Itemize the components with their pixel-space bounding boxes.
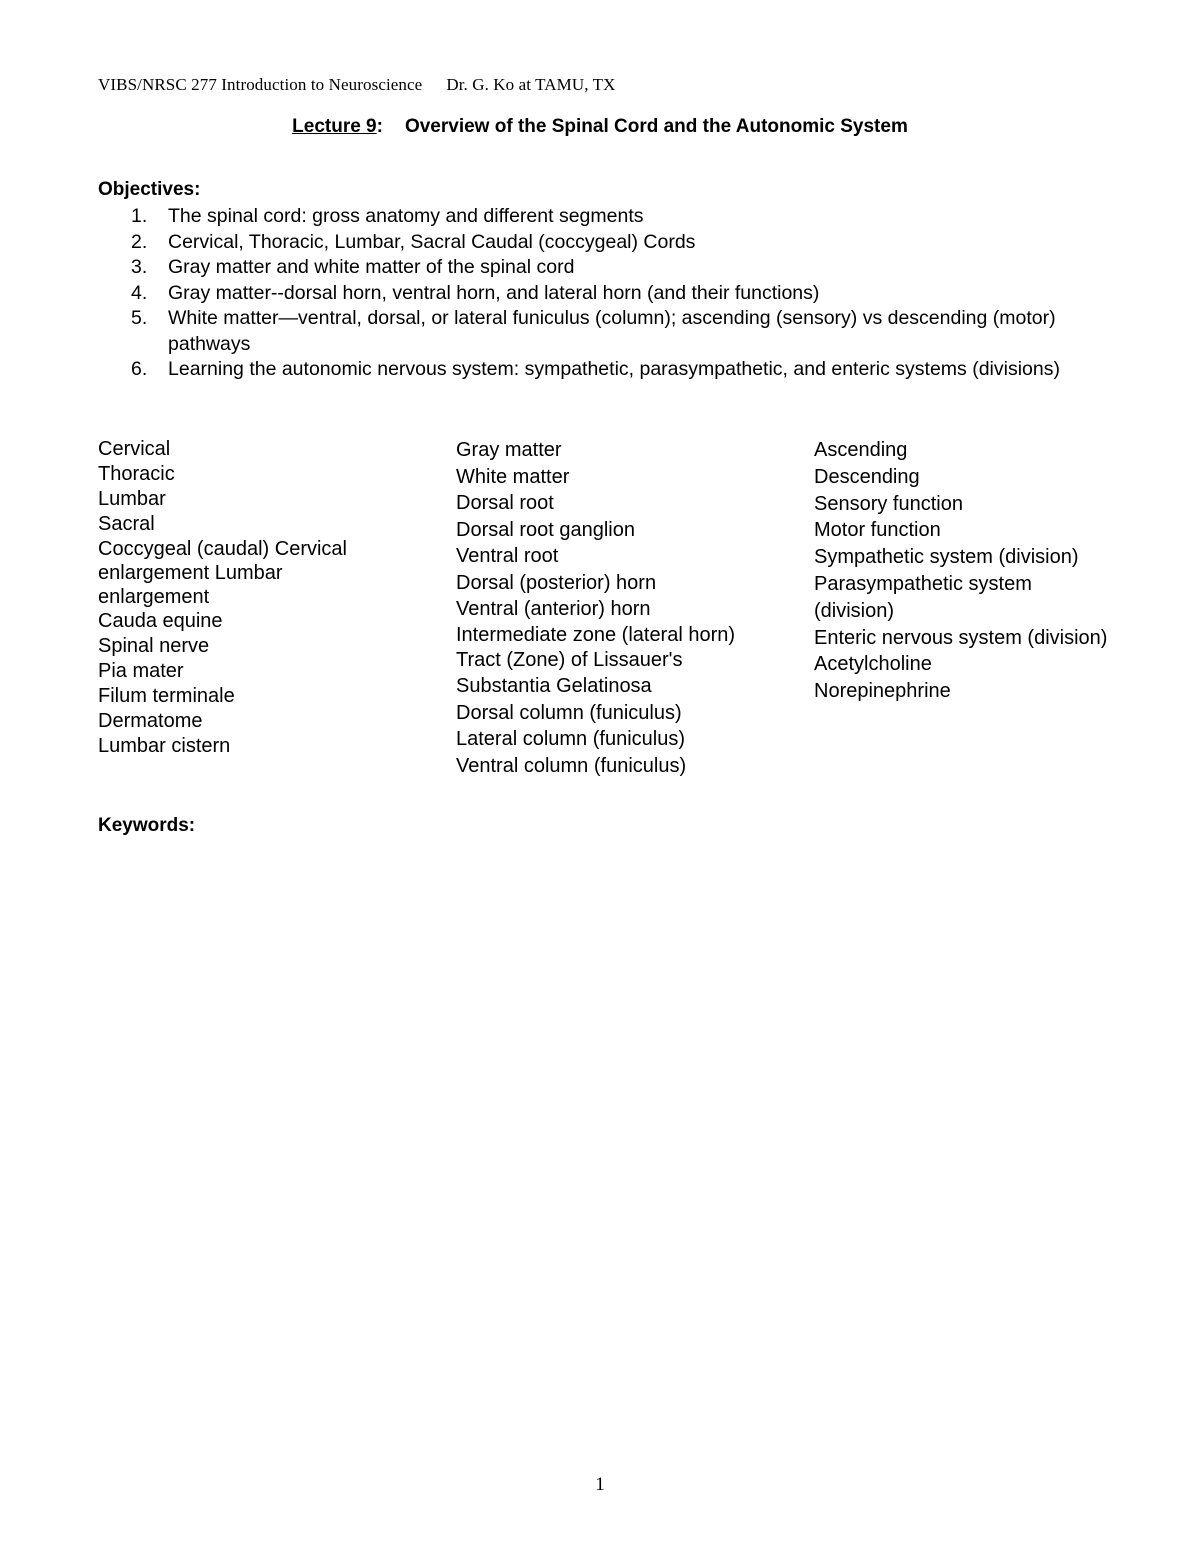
title-separator: :: [376, 116, 383, 137]
term-item: Dorsal column (funiculus): [456, 701, 682, 724]
objective-number: 1.: [131, 205, 148, 227]
term-item: Parasympathetic system (division): [814, 572, 1032, 622]
term-item: Dorsal (posterior) horn: [456, 571, 657, 594]
keywords-heading: Keywords:: [98, 815, 196, 836]
objective-item: [98, 255, 1098, 281]
term-item: Spinal nerve: [98, 635, 210, 657]
running-header: [98, 75, 616, 95]
term-item: Lumbar: [98, 488, 166, 510]
objective-item: [98, 306, 1098, 357]
objective-item: [98, 357, 1098, 383]
term-item: Intermediate zone (lateral horn): [456, 623, 736, 646]
terms-column-anatomy: [98, 437, 388, 759]
objective-text: Gray matter--dorsal horn, ventral horn, and lateral horn (and their functions): [168, 281, 820, 304]
term-item: Filum terminale: [98, 685, 235, 707]
term-item: Cauda equine: [98, 610, 223, 632]
objective-number: 2.: [131, 230, 148, 253]
term-item: Sensory function: [814, 492, 963, 515]
term-item: Norepinephrine: [814, 680, 951, 703]
objective-number: 4.: [131, 281, 148, 304]
terms-column-matter: [456, 437, 746, 779]
term-item: Ventral column (funiculus): [456, 754, 687, 777]
objectives-heading: Objectives:: [98, 179, 201, 200]
term-item: Dorsal root ganglion: [456, 518, 635, 541]
term-item: Descending: [814, 465, 920, 488]
objective-item: [98, 230, 1098, 256]
term-item: Cervical: [98, 438, 171, 460]
lecture-title: [0, 116, 1200, 138]
term-item: Sacral: [98, 513, 155, 535]
objective-text: Cervical, Thoracic, Lumbar, Sacral Caudal (coccygeal) Cords: [168, 230, 696, 253]
objective-number: 3.: [131, 256, 148, 278]
terms-column-function: [814, 437, 1114, 705]
page-number: 1: [595, 1474, 605, 1495]
term-item: Ventral root: [456, 545, 559, 567]
lecture-title-text: Overview of the Spinal Cord and the Autonomic System: [404, 116, 908, 137]
term-item: Ventral (anterior) horn: [456, 598, 651, 620]
course-name: VIBS/NRSC 277 Introduction to Neuroscience: [98, 75, 423, 94]
term-item: Dorsal root: [456, 492, 554, 514]
term-item: Sympathetic system (division): [814, 546, 1079, 569]
objective-text: Gray matter and white matter of the spinal cord: [168, 256, 575, 278]
term-item: Ascending: [814, 439, 908, 461]
term-item: Gray matter: [456, 439, 562, 461]
term-item: Lumbar cistern: [98, 735, 231, 757]
term-item: Dermatome: [98, 710, 203, 732]
objective-item: [98, 204, 1098, 230]
term-item: Tract (Zone) of Lissauer's: [456, 648, 683, 671]
objectives-list: [98, 204, 1098, 383]
term-item: Motor function: [814, 519, 941, 542]
objective-text: White matter—ventral, dorsal, or lateral funiculus (column); ascending (sensory) vs descending (motor) pathways: [168, 307, 1056, 355]
term-item: Acetylcholine: [814, 653, 932, 676]
term-item: Lateral column (funiculus): [456, 728, 685, 750]
objective-number: 6.: [131, 358, 148, 380]
term-item: Substantia Gelatinosa: [456, 675, 652, 697]
term-item: Pia mater: [98, 660, 184, 682]
objective-text: Learning the autonomic nervous system: sympathetic, parasympathetic, and enteric systems (divisions): [168, 358, 1060, 380]
lecture-number: Lecture 9: [292, 116, 377, 137]
objective-item: [98, 281, 1098, 307]
author-affiliation: Dr. G. Ko at TAMU, TX: [446, 75, 616, 94]
term-item: White matter: [456, 465, 570, 488]
term-item: Enteric nervous system (division): [814, 626, 1108, 649]
objective-number: 5.: [131, 307, 148, 329]
term-item: Thoracic: [98, 463, 175, 485]
objective-text: The spinal cord: gross anatomy and different segments: [168, 205, 644, 227]
term-item: Coccygeal (caudal) Cervical enlargement Lumbar enlargement: [98, 538, 347, 608]
